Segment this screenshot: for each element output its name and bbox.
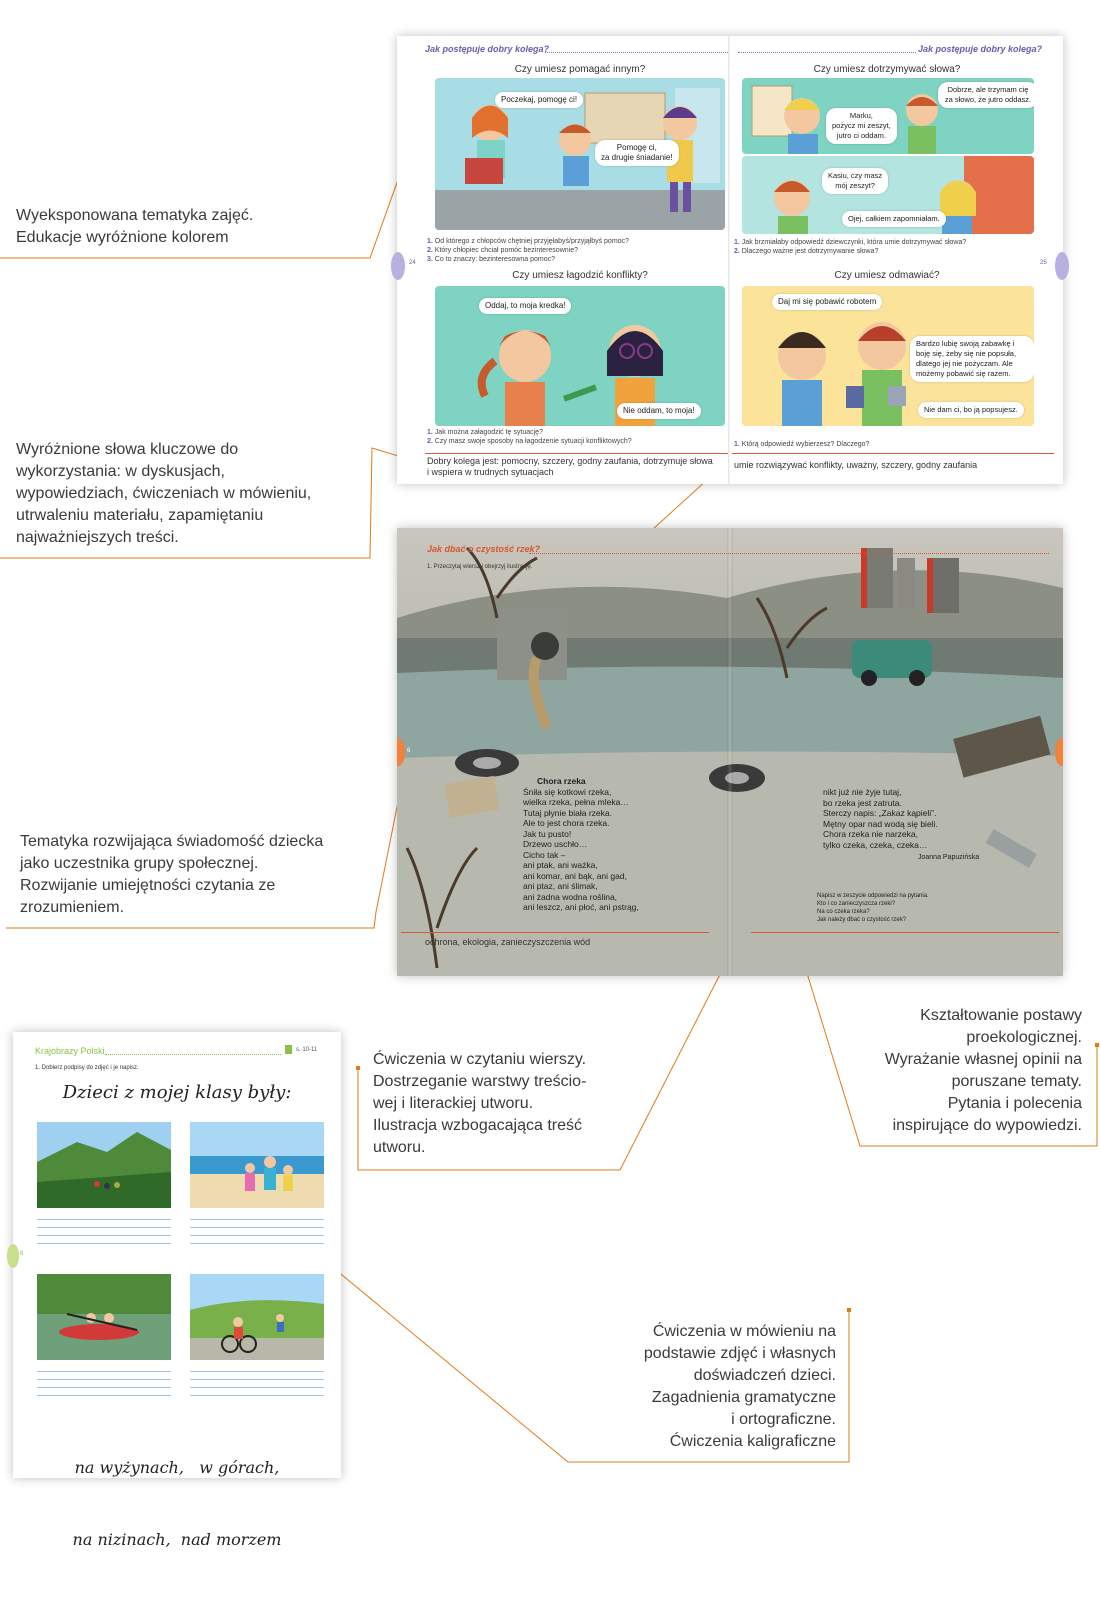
poem-line: Tutaj płynie biała rzeka. xyxy=(523,807,612,818)
poem-line: Cicho tak – xyxy=(523,849,566,860)
page-reference: s. 10-11 xyxy=(296,1047,318,1053)
writing-lines[interactable] xyxy=(37,1364,171,1396)
callout-keywords-line: wypowiedziach, ćwiczeniach w mówieniu, xyxy=(16,485,312,502)
book-icon xyxy=(285,1045,292,1054)
photo-mountains xyxy=(37,1122,171,1208)
section-title: Czy umiesz pomagać innym? xyxy=(514,64,646,75)
poem-line: nikt już nie żyje tutaj, xyxy=(823,787,902,797)
speech-bubble: Oddaj, to moja kredka! xyxy=(479,298,571,314)
poem-line: Sterczy napis: „Zakaz kąpieli”. xyxy=(823,808,937,818)
callout-poetry-line: Ilustracja wzbogacająca treść xyxy=(373,1117,582,1134)
task-line: Napisz w zeszycie odpowiedzi na pytania. xyxy=(817,893,929,899)
speech-bubble: Nie oddam, to moja! xyxy=(617,403,701,419)
header-dotted-line xyxy=(545,52,730,53)
handwriting-line: na wyżynach, w górach, xyxy=(74,1458,280,1477)
callout-theme-line: Wyeksponowana tematyka zajęć. xyxy=(16,207,254,224)
book-spread-river xyxy=(397,528,1063,976)
question-item: 1. Jak brzmiałaby odpowiedź dziewczynki, która umie dotrzymywać słowa? xyxy=(734,239,967,246)
photo-kayak xyxy=(37,1274,171,1360)
page-tab xyxy=(1055,252,1069,280)
page-tab xyxy=(391,252,405,280)
photo-seaside xyxy=(190,1122,324,1208)
callout-keywords-line: najważniejszych treści. xyxy=(16,529,179,546)
keyword-divider xyxy=(732,453,1054,454)
question-item: 1. Od którego z chłopców chętniej przyjęłabyś/przyjąłbyś pomoc? xyxy=(427,238,629,245)
handwriting-line: na nizinach, nad morzem xyxy=(72,1530,282,1549)
page-tab xyxy=(1055,738,1063,766)
poem-line: tylko czeka, czeka, czeka… xyxy=(823,839,928,850)
callout-ecology-line: Pytania i polecenia xyxy=(947,1095,1082,1112)
section-title: Czy umiesz odmawiać? xyxy=(834,270,940,281)
poem-line: Chora rzeka nie narzeka, xyxy=(823,829,918,839)
handwriting-options xyxy=(13,1408,341,1600)
callout-social-line: Tematyka rozwijająca świadomość dziecka xyxy=(20,833,324,850)
speech-bubble: Ojej, całkiem zapomniałam. xyxy=(842,211,946,227)
task-line: Na co czeka rzeka? xyxy=(817,909,870,915)
page-25 xyxy=(730,36,1063,484)
question-item: 2. Czy masz swoje sposoby na łagodzenie sytuacji konfliktowych? xyxy=(427,438,632,445)
callout-theme-line: Edukacje wyróżnione kolorem xyxy=(16,229,229,246)
book-spread-friendship xyxy=(397,36,1063,484)
callout-speaking-line: doświadczeń dzieci. xyxy=(693,1367,836,1384)
page-number: 25 xyxy=(1040,260,1047,266)
poem-line: Mętny opar nad wodą się bieli. xyxy=(823,818,938,829)
callout-speaking-line: podstawie zdjęć i własnych xyxy=(643,1345,836,1362)
section-title: Czy umiesz dotrzymywać słowa? xyxy=(813,64,961,75)
handwriting-title: Dzieci z mojej klasy były: xyxy=(62,1082,292,1103)
poem-line: wielka rzeka, pełna mleka… xyxy=(523,797,629,807)
poem-line: Śniła się kotkowi rzeka, xyxy=(523,786,612,797)
callout-speaking-line: Ćwiczenia w mówieniu na xyxy=(652,1323,836,1340)
page-header: Jak postępuje dobry kolega? xyxy=(918,44,1043,54)
questions-list xyxy=(734,238,1054,256)
callout-keywords-line: wykorzystania: w dyskusjach, xyxy=(16,463,225,480)
speech-bubble: Daj mi się pobawić robotem xyxy=(772,294,882,310)
page-number: 8 xyxy=(20,1251,24,1257)
poem-line: ani komar, ani bąk, ani gad, xyxy=(523,870,627,881)
header-dotted-line xyxy=(105,1054,281,1055)
callout-keywords-line: utrwaleniu materiału, zapamiętaniu xyxy=(16,507,264,524)
questions-list xyxy=(734,440,1054,449)
callout-social xyxy=(20,831,380,919)
keywords-box: ochrona, ekologia, zanieczyszczenia wód xyxy=(425,937,591,947)
callout-keywords xyxy=(16,439,376,549)
callout-poetry-line: Ćwiczenia w czytaniu wierszy. xyxy=(373,1051,587,1068)
poem-line: Jak tu pusto! xyxy=(523,828,572,839)
speech-bubble: Nie dam ci, bo ją popsujesz. xyxy=(918,402,1024,418)
callout-ecology-line: inspirujące do wypowiedzi. xyxy=(892,1117,1082,1134)
poem-line: ani ptaz, ani ślimak, xyxy=(523,881,598,891)
callout-speaking-line: Zagadnienia gramatyczne xyxy=(651,1389,836,1406)
speech-bubble: Marku, pożycz mi zeszyt, jutro ci oddam. xyxy=(826,108,897,144)
task-list xyxy=(817,892,1017,924)
exercise-instruction: 1. Przeczytaj wiersz i obejrzyj ilustrację. xyxy=(427,564,533,570)
poem-left-column xyxy=(523,776,703,913)
poem-line: ani ptak, ani ważka, xyxy=(523,860,598,870)
speech-bubble: Poczekaj, pomogę ci! xyxy=(495,92,583,108)
callout-ecology-line: poruszane tematy. xyxy=(951,1073,1082,1090)
page-number: 24 xyxy=(409,260,416,266)
speech-bubble: Bardzo lubię swoją zabawkę i boję się, żeby się nie popsuła, dlatego jej nie pożyczam. Ale możemy pobawić się razem. xyxy=(910,336,1034,382)
callout-poetry xyxy=(373,1049,633,1159)
header-dotted-line xyxy=(529,553,1049,554)
callout-keywords-line: Wyróżnione słowa kluczowe do xyxy=(16,441,239,458)
speech-bubble: Dobrze, ale trzymam cię za słowo, że jutro oddasz. xyxy=(938,82,1034,108)
questions-list xyxy=(427,428,727,446)
question-item: 2. Który chłopiec chciał pomóc bezinteresownie? xyxy=(427,247,578,254)
page-header: Krajobrazy Polski xyxy=(35,1046,105,1056)
poem-line: ani żadna wodna roślina, xyxy=(523,891,618,902)
header-dotted-line xyxy=(738,52,916,53)
callout-ecology-line: Wyrażanie własnej opinii na xyxy=(884,1051,1082,1068)
gutter xyxy=(727,528,733,976)
question-item: 3. Co to znaczy: bezinteresowna pomoc? xyxy=(427,256,556,263)
workbook-page-landscapes xyxy=(13,1032,341,1549)
illustration-refusing xyxy=(742,286,1034,426)
callout-speaking xyxy=(600,1321,836,1453)
callout-speaking-line: Ćwiczenia kaligraficzne xyxy=(669,1433,836,1450)
poem-line: Drzewo uschło… xyxy=(523,839,588,849)
callout-ecology-line: proekologicznej. xyxy=(966,1029,1082,1046)
writing-lines[interactable] xyxy=(190,1364,324,1396)
page-tab xyxy=(7,1244,19,1268)
question-item: 1. Którą odpowiedź wybierzesz? Dlaczego? xyxy=(734,441,870,448)
page-header: Jak dbać o czystość rzek? xyxy=(427,544,541,554)
poem-title: Chora rzeka xyxy=(537,776,586,786)
callout-poetry-line: wej i literackiej utworu. xyxy=(373,1095,534,1112)
question-item: 1. Jak można załagodzić tę sytuację? xyxy=(427,429,543,436)
task-line: Jak należy dbać o czystość rzek? xyxy=(817,917,907,923)
section-title: Czy umiesz łagodzić konflikty? xyxy=(512,270,648,281)
question-item: 2. Dlaczego ważne jest dotrzymywanie słowa? xyxy=(734,248,879,255)
poem-right-column xyxy=(823,787,1003,864)
page-number: 6 xyxy=(407,748,411,754)
poem-line: Ale to jest chora rzeka. xyxy=(523,818,610,828)
callout-social-line: jako uczestnika grupy społecznej. xyxy=(20,855,259,872)
poem-line: ani leszcz, ani płoć, ani pstrąg, xyxy=(523,902,639,912)
callout-speaking-line: i ortograficzne. xyxy=(731,1411,836,1428)
questions-list xyxy=(427,237,727,264)
callout-poetry-line: utworu. xyxy=(373,1139,426,1156)
speech-bubble: Kasiu, czy masz mój zeszyt? xyxy=(822,168,888,194)
keywords-box: umie rozwiązywać konflikty, uważny, szczery, godny zaufania xyxy=(734,460,978,470)
page-24 xyxy=(397,36,730,484)
keyword-divider xyxy=(751,932,1059,933)
speech-bubble: Pomogę ci, za drugie śniadanie! xyxy=(595,140,679,166)
page-header: Jak postępuje dobry kolega? xyxy=(425,44,550,54)
writing-lines[interactable] xyxy=(37,1212,171,1244)
callout-social-line: zrozumieniem. xyxy=(20,899,125,916)
keyword-divider xyxy=(425,453,730,454)
callout-poetry-line: Dostrzeganie warstwy treścio- xyxy=(373,1073,587,1090)
illustration-promise-1 xyxy=(742,78,1034,154)
callout-social-line: Rozwijanie umiejętności czytania ze xyxy=(20,877,276,894)
callout-theme xyxy=(16,205,346,249)
writing-lines[interactable] xyxy=(190,1212,324,1244)
photo-cycling xyxy=(190,1274,324,1360)
keyword-divider xyxy=(401,932,709,933)
illustration-conflict xyxy=(435,286,725,426)
exercise-instruction: 1. Dobierz podpisy do zdjęć i je napisz. xyxy=(35,1065,139,1071)
illustration-promise-2 xyxy=(742,156,1034,234)
illustration-helping xyxy=(435,78,725,230)
callout-ecology xyxy=(820,1005,1082,1137)
poem-line: bo rzeka jest zatruta. xyxy=(823,797,902,808)
keywords-box: Dobry kolega jest: pomocny, szczery, godny zaufania, dotrzymuje słowa i wspiera w trudnych sytuacjach xyxy=(427,456,713,477)
poem-author: Joanna Papuzińska xyxy=(918,854,980,861)
task-line: Kto i co zanieczyszcza rzeki? xyxy=(817,901,896,907)
callout-ecology-line: Kształtowanie postawy xyxy=(920,1007,1082,1024)
